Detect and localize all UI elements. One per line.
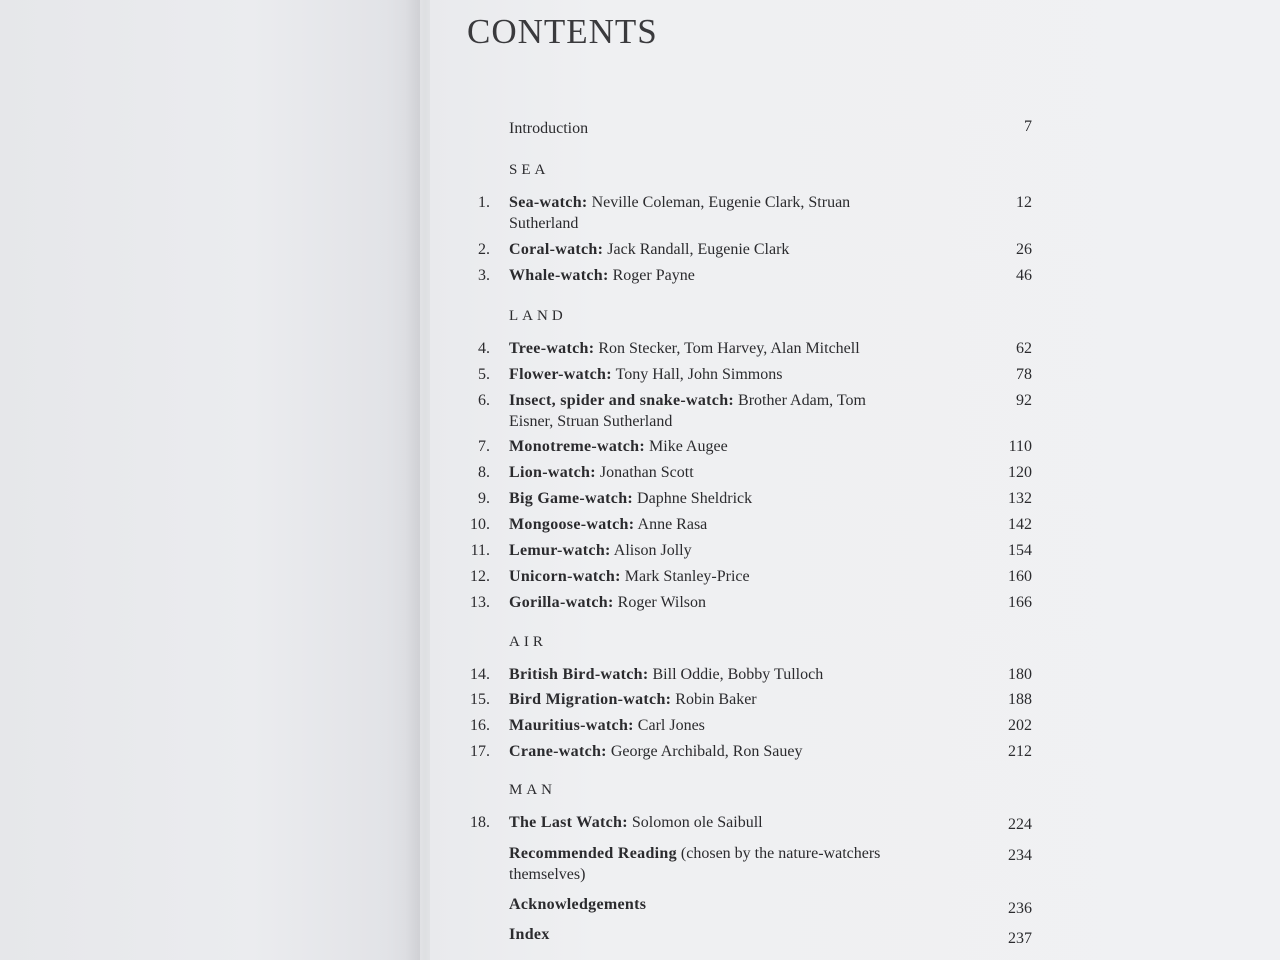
chapter-authors: Jonathan Scott <box>599 464 694 481</box>
toc-entry <box>509 436 969 458</box>
toc-page-number: 26 <box>1016 241 1032 258</box>
toc-row <box>0 812 1280 836</box>
toc-entry <box>509 741 969 763</box>
chapter-colon: : <box>601 743 607 760</box>
toc-row <box>0 265 1280 289</box>
toc-page-number: 236 <box>1008 900 1032 917</box>
chapter-authors: Daphne Sheldrick <box>637 490 753 507</box>
toc-row <box>0 689 1280 713</box>
chapter-authors: Neville Coleman, Eugenie Clark, Struan <box>591 194 851 211</box>
toc-entry <box>509 192 969 214</box>
chapter-number: 18. <box>470 814 490 831</box>
toc-page-number: 212 <box>1008 743 1032 760</box>
chapter-number: 1. <box>478 194 490 211</box>
chapter-authors: Mark Stanley-Price <box>624 568 750 585</box>
chapter-colon: : <box>627 490 634 507</box>
section-heading-land: LAND <box>509 308 567 324</box>
toc-page-number: 188 <box>1008 691 1032 708</box>
chapter-authors: Solomon ole Saibull <box>631 814 763 831</box>
chapter-title: British Bird-watch <box>509 666 643 683</box>
toc-page-number: 110 <box>1008 438 1032 455</box>
toc-entry <box>509 265 969 287</box>
chapter-colon: : <box>602 267 609 284</box>
backmatter-title: Recommended Reading <box>509 845 677 862</box>
toc-entry <box>509 924 969 946</box>
section-heading-sea: SEA <box>509 162 550 178</box>
chapter-authors: Bill Oddie, Bobby Tulloch <box>652 666 824 683</box>
toc-entry <box>509 812 969 834</box>
toc-row <box>0 488 1280 512</box>
toc-page-number: 154 <box>1008 542 1032 559</box>
toc-row-introduction <box>0 118 1280 142</box>
chapter-authors: Mike Augee <box>649 438 728 455</box>
chapter-number: 17. <box>470 743 490 760</box>
chapter-authors: Brother Adam, Tom <box>738 392 866 409</box>
toc-row <box>0 514 1280 538</box>
chapter-title: The Last Watch <box>509 814 623 831</box>
toc-page-number: 92 <box>1016 392 1032 409</box>
chapter-authors-continued: Eisner, Struan Sutherland <box>509 413 673 430</box>
chapter-title: Gorilla-watch <box>509 594 608 611</box>
section-heading-air: AIR <box>509 634 547 650</box>
toc-page-number: 202 <box>1008 717 1032 734</box>
chapter-colon: : <box>665 691 672 708</box>
toc-entry <box>509 664 969 686</box>
chapter-colon: : <box>590 464 596 481</box>
page-title: CONTENTS <box>467 12 658 51</box>
toc-row <box>0 741 1280 765</box>
chapter-title: Mongoose-watch <box>509 516 629 533</box>
section-heading-man: MAN <box>509 782 557 798</box>
chapter-authors-continued: Sutherland <box>509 215 579 232</box>
toc-page-number: 120 <box>1008 464 1032 481</box>
chapter-colon: : <box>597 241 604 258</box>
toc-row <box>0 664 1280 688</box>
chapter-authors: Tony Hall, John Simmons <box>615 366 783 383</box>
toc-page-number: 166 <box>1008 594 1032 611</box>
chapter-title: Flower-watch <box>509 366 607 383</box>
toc-entry <box>509 390 969 412</box>
chapter-title: Mauritius-watch <box>509 717 629 734</box>
toc-row <box>0 364 1280 388</box>
toc-entry <box>509 540 969 562</box>
chapter-title: Big Game-watch <box>509 490 628 507</box>
chapter-number: 12. <box>470 568 490 585</box>
chapter-title: Crane-watch <box>509 743 602 760</box>
chapter-number: 7. <box>478 438 490 455</box>
chapter-colon: : <box>605 542 611 559</box>
toc-row <box>0 462 1280 486</box>
chapter-colon: : <box>588 340 595 357</box>
chapter-colon: : <box>639 438 646 455</box>
toc-page-number: 7 <box>1024 118 1032 135</box>
chapter-title: Monotreme-watch <box>509 438 640 455</box>
chapter-authors: George Archibald, Ron Sauey <box>610 743 803 760</box>
chapter-colon: : <box>581 194 588 211</box>
chapter-number: 2. <box>478 241 490 258</box>
chapter-colon: : <box>728 392 735 409</box>
chapter-number: 15. <box>470 691 490 708</box>
chapter-number: 14. <box>470 666 490 683</box>
toc-page-number: 234 <box>1008 847 1032 864</box>
chapter-authors: Carl Jones <box>637 717 705 734</box>
toc-row <box>0 239 1280 263</box>
chapter-colon: : <box>628 516 635 533</box>
toc-row-continuation <box>0 213 1280 237</box>
toc-row <box>0 566 1280 590</box>
toc-page-number: 12 <box>1016 194 1032 211</box>
chapter-number: 3. <box>478 267 490 284</box>
toc-page-number: 160 <box>1008 568 1032 585</box>
chapter-number: 11. <box>470 542 490 559</box>
chapter-title: Unicorn-watch <box>509 568 616 585</box>
chapter-number: 8. <box>478 464 490 481</box>
chapter-number: 13. <box>470 594 490 611</box>
toc-entry <box>509 364 969 386</box>
toc-page-number: 62 <box>1016 340 1032 357</box>
toc-entry <box>509 462 969 484</box>
chapter-authors: Jack Randall, Eugenie Clark <box>607 241 790 258</box>
chapter-title: Insect, spider and snake-watch <box>509 392 729 409</box>
chapter-authors: Roger Wilson <box>617 594 707 611</box>
chapter-authors: Anne Rasa <box>637 516 708 533</box>
chapter-colon: : <box>642 666 649 683</box>
chapter-number: 6. <box>478 392 490 409</box>
chapter-authors: Ron Stecker, Tom Harvey, Alan Mitchell <box>598 340 860 357</box>
chapter-authors: Alison Jolly <box>613 542 692 559</box>
backmatter-title: Acknowledgements <box>509 896 647 913</box>
chapter-title: Lion-watch <box>509 464 591 481</box>
toc-page-number: 142 <box>1008 516 1032 533</box>
toc-row-acknowledgements <box>0 894 1280 918</box>
toc-row <box>0 436 1280 460</box>
chapter-title: Coral-watch <box>509 241 598 258</box>
toc-page-number: 132 <box>1008 490 1032 507</box>
toc-entry <box>509 338 969 360</box>
toc-row-index <box>0 924 1280 948</box>
chapter-number: 10. <box>470 516 490 533</box>
toc-page-number: 237 <box>1008 930 1032 947</box>
toc-row <box>0 715 1280 739</box>
toc-page-number: 46 <box>1016 267 1032 284</box>
chapter-colon: : <box>615 568 621 585</box>
chapter-title: Lemur-watch <box>509 542 606 559</box>
chapter-authors: Robin Baker <box>675 691 757 708</box>
toc-entry-title: Introduction <box>509 120 589 137</box>
toc-entry <box>509 689 969 711</box>
toc-row-continuation <box>0 864 1280 888</box>
toc-entry <box>509 715 969 737</box>
toc-row <box>0 592 1280 616</box>
toc-row-continuation <box>0 411 1280 435</box>
toc-page-number: 224 <box>1008 816 1032 833</box>
chapter-colon: : <box>608 594 614 611</box>
chapter-colon: : <box>606 366 612 383</box>
backmatter-note-continued: themselves) <box>509 866 586 883</box>
toc-row <box>0 338 1280 362</box>
chapter-number: 4. <box>478 340 490 357</box>
toc-entry <box>509 894 969 916</box>
toc-page-number: 78 <box>1016 366 1032 383</box>
toc-entry <box>509 566 969 588</box>
chapter-authors: Roger Payne <box>612 267 695 284</box>
backmatter-title: Index <box>509 926 550 943</box>
chapter-title: Sea-watch <box>509 194 582 211</box>
toc-entry <box>509 488 969 510</box>
chapter-number: 16. <box>470 717 490 734</box>
toc-row <box>0 540 1280 564</box>
chapter-title: Whale-watch <box>509 267 603 284</box>
chapter-title: Bird Migration-watch <box>509 691 666 708</box>
chapter-title: Tree-watch <box>509 340 589 357</box>
chapter-colon: : <box>628 717 634 734</box>
backmatter-note: (chosen by the nature-watchers <box>680 845 881 862</box>
toc-entry <box>509 843 969 865</box>
toc-entry <box>509 239 969 261</box>
toc-page-number: 180 <box>1008 666 1032 683</box>
toc-entry <box>509 592 969 614</box>
toc-entry <box>509 514 969 536</box>
chapter-number: 5. <box>478 366 490 383</box>
chapter-colon: : <box>622 814 628 831</box>
chapter-number: 9. <box>478 490 490 507</box>
